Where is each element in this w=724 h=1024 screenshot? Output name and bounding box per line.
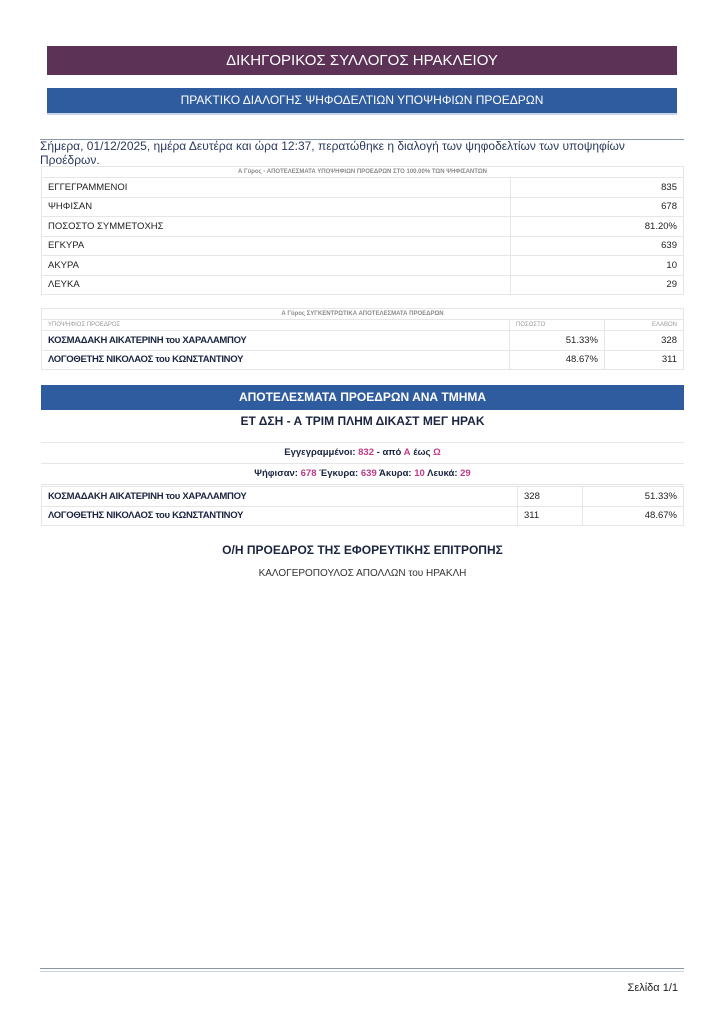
table-row (42, 178, 684, 198)
candidate-votes: 311 (518, 506, 583, 526)
row-label: ΨΗΦΙΣΑΝ (42, 197, 511, 217)
from-label: - από (376, 447, 402, 458)
intro-sentence: Σήμερα, 01/12/2025, ημέρα Δευτέρα και ώρα 12:37, περατώθηκε η διαλογή των ψηφοδελτίων των υποψηφίων Προέδρων. (40, 139, 625, 167)
candidate-percent: 51.33% (510, 331, 605, 351)
row-value: 835 (511, 178, 684, 198)
department-title: ΕΤ ΔΣΗ - Α ΤΡΙΜ ΠΛΗΜ ΔΙΚΑΣΤ ΜΕΓ ΗΡΑΚ (240, 414, 485, 428)
votes-line (41, 464, 684, 485)
header-votes: ΕΛΑΒΟΝ (605, 320, 684, 331)
candidate-name: ΛΟΓΟΘΕΤΗΣ ΝΙΚΟΛΑΟΣ του ΚΩΝΣΤΑΝΤΙΝΟΥ (42, 350, 510, 370)
row-label: ΠΟΣΟΣΤΟ ΣΥΜΜΕΤΟΧΗΣ (42, 217, 511, 237)
row-value: 10 (511, 256, 684, 276)
table-row (42, 350, 684, 370)
candidate-percent: 48.67% (510, 350, 605, 370)
candidate-name: ΛΟΓΟΘΕΤΗΣ ΝΙΚΟΛΑΟΣ του ΚΩΝΣΤΑΝΤΙΝΟΥ (42, 506, 518, 526)
voted-value: 678 (300, 468, 317, 479)
voted-label: Ψήφισαν: (254, 468, 298, 479)
row-value: 678 (511, 197, 684, 217)
table-row (42, 275, 684, 295)
intro-text (40, 139, 684, 168)
to-label: έως (413, 447, 431, 458)
candidate-name: ΚΟΣΜΑΔΑΚΗ ΑΙΚΑΤΕΡΙΝΗ του ΧΑΡΑΛΑΜΠΟΥ (42, 331, 510, 351)
candidate-votes: 328 (605, 331, 684, 351)
table-row (42, 506, 684, 526)
valid-label: Έγκυρα: (319, 468, 359, 479)
table-row (42, 487, 684, 507)
summary-caption: Α Γύρος - ΑΠΟΤΕΛΕΣΜΑΤΑ ΥΠΟΨΗΦΙΩΝ ΠΡΟΕΔΡΩΝ ΣΤΟ 100.00% ΤΩΝ ΨΗΦΙΣΑΝΤΩΝ (42, 167, 684, 178)
footer-divider (40, 968, 684, 972)
to-value: Ω (433, 447, 441, 458)
row-value: 81.20% (511, 217, 684, 237)
row-value: 639 (511, 236, 684, 256)
row-value: 29 (511, 275, 684, 295)
table-row (42, 217, 684, 237)
row-label: ΕΓΓΕΓΡΑΜΜΕΝΟΙ (42, 178, 511, 198)
invalid-value: 10 (414, 468, 425, 479)
candidate-percent: 48.67% (583, 506, 684, 526)
invalid-label: Άκυρα: (379, 468, 412, 479)
valid-value: 639 (360, 468, 377, 479)
summary-table (41, 166, 684, 295)
ephoral-title: Ο/Η ΠΡΟΕΔΡΟΣ ΤΗΣ ΕΦΟΡΕΥΤΙΚΗΣ ΕΠΙΤΡΟΠΗΣ (222, 543, 503, 557)
header-percent: ΠΟΣΟΣΤΟ (510, 320, 605, 331)
registered-label: Εγγεγραμμένοι: (284, 447, 356, 458)
section-title: ΑΠΟΤΕΛΕΣΜΑΤΑ ΠΡΟΕΔΡΩΝ ΑΝΑ ΤΜΗΜΑ (41, 385, 684, 410)
totals-caption: Α Γύρος ΣΥΓΚΕΝΤΡΩΤΙΚΑ ΑΠΟΤΕΛΕΣΜΑΤΑ ΠΡΟΕΔΡΩΝ (42, 309, 684, 320)
candidate-name: ΚΟΣΜΑΔΑΚΗ ΑΙΚΑΤΕΡΙΝΗ του ΧΑΡΑΛΑΜΠΟΥ (42, 487, 518, 507)
row-label: ΑΚΥΡΑ (42, 256, 511, 276)
candidate-votes: 328 (518, 487, 583, 507)
registered-value: 832 (358, 447, 374, 458)
candidate-percent: 51.33% (583, 487, 684, 507)
candidate-votes: 311 (605, 350, 684, 370)
header-candidate: ΥΠΟΨΗΦΙΟΣ ΠΡΟΕΔΡΟΣ (42, 320, 510, 331)
table-row (42, 197, 684, 217)
document-title: ΔΙΚΗΓΟΡΙΚΟΣ ΣΥΛΛΟΓΟΣ ΗΡΑΚΛΕΙΟΥ (47, 46, 677, 75)
table-row (42, 331, 684, 351)
document-subtitle: ΠΡΑΚΤΙΚΟ ΔΙΑΛΟΓΗΣ ΨΗΦΟΔΕΛΤΙΩΝ ΥΠΟΨΗΦΙΩΝ ΠΡΟΕΔΡΩΝ (47, 88, 677, 115)
blank-label: Λευκά: (427, 468, 458, 479)
page-number: Σελίδα 1/1 (627, 982, 678, 994)
ephoral-name: ΚΑΛΟΓΕΡΟΠΟΥΛΟΣ ΑΠΟΛΛΩΝ του ΗΡΑΚΛΗ (258, 568, 467, 579)
totals-table (41, 308, 684, 370)
row-label: ΕΓΚΥΡΑ (42, 236, 511, 256)
row-label: ΛΕΥΚΑ (42, 275, 511, 295)
from-value: Α (403, 447, 411, 458)
blank-value: 29 (460, 468, 471, 479)
department-table (41, 486, 684, 526)
table-row (42, 236, 684, 256)
table-row (42, 256, 684, 276)
registered-line (41, 442, 684, 464)
